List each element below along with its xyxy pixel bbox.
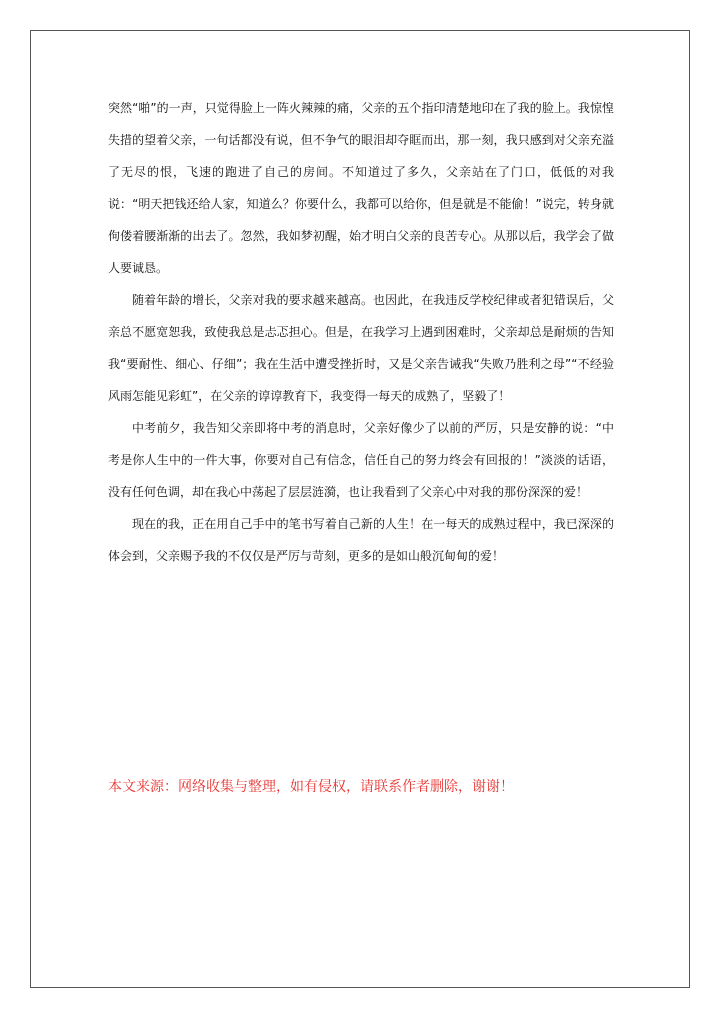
source-note: 本文来源：网络收集与整理，如有侵权，请联系作者删除，谢谢！ — [108, 779, 514, 795]
paragraph-4: 现在的我，正在用自己手中的笔书写着自己新的人生！在一每天的成熟过程中，我已深深的体会到，父亲赐予我的不仅仅是严厉与苛刻，更多的是如山般沉甸甸的爱！ — [108, 517, 614, 563]
paragraph-2: 随着年龄的增长，父亲对我的要求越来越高。也因此，在我违反学校纪律或者犯错误后，父亲总不愿宽恕我，致使我总是忐忑担心。但是，在我学习上遇到困难时，父亲却总是耐烦的告知我“要耐性、细心、仔细”；我在生活中遭受挫折时，又是父亲告诫我“失败乃胜利之母”“不经验风雨怎能见彩虹”，在父亲的谆谆教育下，我变得一每天的成熟了，坚毅了！ — [108, 293, 614, 403]
paragraph-1: 突然“啪”的一声，只觉得脸上一阵火辣辣的痛，父亲的五个指印清楚地印在了我的脸上。我惊惶失措的望着父亲，一句话都没有说，但不争气的眼泪却夺眶而出，那一刻，我只感到对父亲充溢了无尽的恨，飞速的跑进了自己的房间。不知道过了多久，父亲站在了门口，低低的对我说：“明天把钱还给人家，知道么？你要什么，我都可以给你，但是就是不能偷！”说完，转身就佝偻着腰渐渐的出去了。忽然，我如梦初醒，始才明白父亲的良苦专心。从那以后，我学会了做人要诚恳。 — [108, 101, 614, 275]
paragraph-3: 中考前夕，我告知父亲即将中考的消息时，父亲好像少了以前的严厉，只是安静的说：“中考是你人生中的一件大事，你要对自己有信念，信任自己的努力终会有回报的！”淡淡的话语，没有任何色调，却在我心中荡起了层层涟漪，也让我看到了父亲心中对我的那份深深的爱！ — [108, 421, 614, 499]
article-body — [108, 92, 614, 572]
